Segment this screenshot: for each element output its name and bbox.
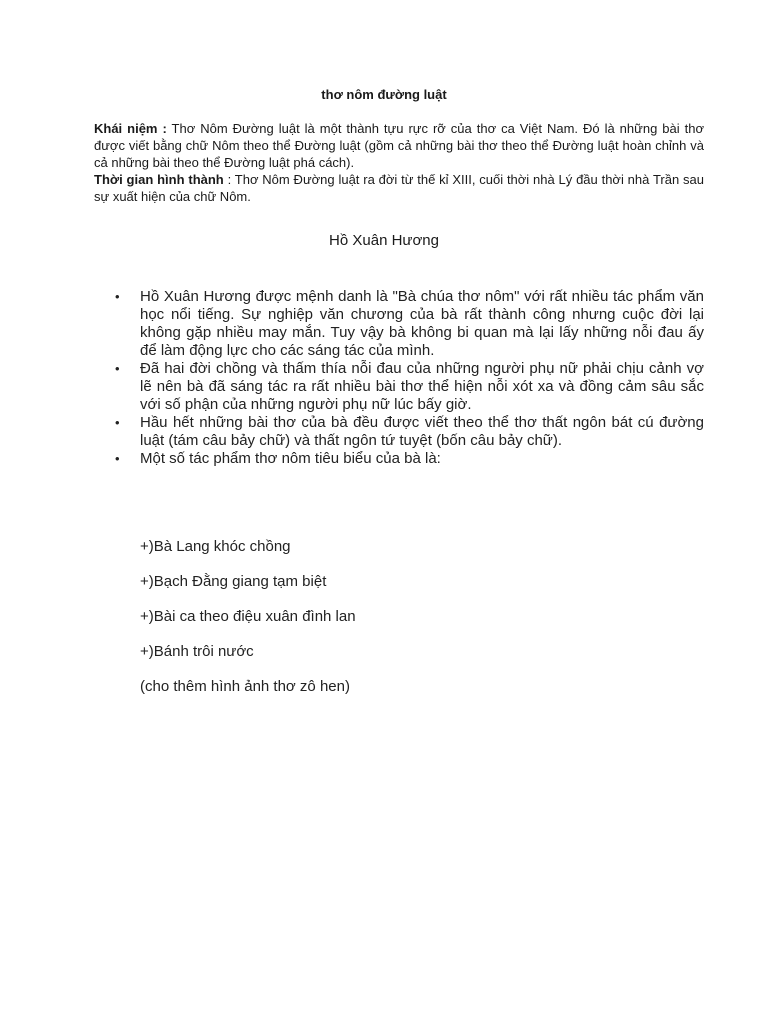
time-paragraph — [94, 171, 704, 205]
concept-text: Thơ Nôm Đường luật là một thành tựu rực rỡ của thơ ca Việt Nam. Đó là những bài thơ được viết bằng chữ Nôm theo thể Đường luật (gồm cả những bài thơ theo thể Đường luật hoàn chỉnh và cả những bài theo thể Đường luật phá cách). — [94, 121, 704, 170]
works-list — [140, 537, 356, 712]
work-item: +)Bạch Đằng giang tạm biệt — [140, 573, 327, 590]
list-item — [112, 450, 704, 468]
work-item: +)Bà Lang khóc chồng — [140, 538, 291, 555]
list-item-text: Hầu hết những bài thơ của bà đều được viết theo thể thơ thất ngôn bát cú đường luật (tám câu bảy chữ) và thất ngôn tứ tuyệt (bốn câu bảy chữ). — [140, 414, 704, 449]
concept-paragraph — [94, 120, 704, 171]
intro-section — [94, 120, 704, 205]
work-item: +)Bánh trôi nước — [140, 643, 254, 660]
concept-label: Khái niệm : — [94, 121, 167, 136]
section-heading: Hồ Xuân Hương — [329, 232, 439, 249]
list-item-text: Đã hai đời chồng và thấm thía nỗi đau của những người phụ nữ phải chịu cảnh vợ lẽ nên bà đã sáng tác ra rất nhiều bài thơ thể hiện nỗi xót xa và đồng cảm sâu sắc với số phận của những người phụ nữ lúc bấy giờ. — [140, 360, 704, 413]
page-title: thơ nôm đường luật — [321, 87, 447, 102]
work-item: +)Bài ca theo điệu xuân đình lan — [140, 608, 356, 625]
note: (cho thêm hình ảnh thơ zô hen) — [140, 678, 350, 695]
bullet-icon: • — [115, 361, 120, 376]
bullet-icon: • — [115, 289, 120, 304]
time-label: Thời gian hình thành — [94, 172, 224, 187]
list-item — [112, 288, 704, 360]
bullet-list — [112, 288, 704, 468]
bullet-icon: • — [115, 415, 120, 430]
list-item-text: Một số tác phẩm thơ nôm tiêu biểu của bà là: — [140, 450, 441, 467]
bullet-icon: • — [115, 451, 120, 466]
list-item — [112, 414, 704, 450]
time-text: : Thơ Nôm Đường luật ra đời từ thế kỉ XIII, cuối thời nhà Lý đầu thời nhà Trần sau sự xuất hiện của chữ Nôm. — [94, 172, 704, 204]
list-item-text: Hồ Xuân Hương được mệnh danh là "Bà chúa thơ nôm" với rất nhiều tác phẩm văn học nổi tiếng. Sự nghiệp văn chương của bà rất thành công nhưng cuộc đời lại không gặp nhiều may mắn. Tuy vậy bà không bi quan mà lại lấy những nỗi đau ấy để làm động lực cho các sáng tác của mình. — [140, 288, 704, 359]
list-item — [112, 360, 704, 414]
